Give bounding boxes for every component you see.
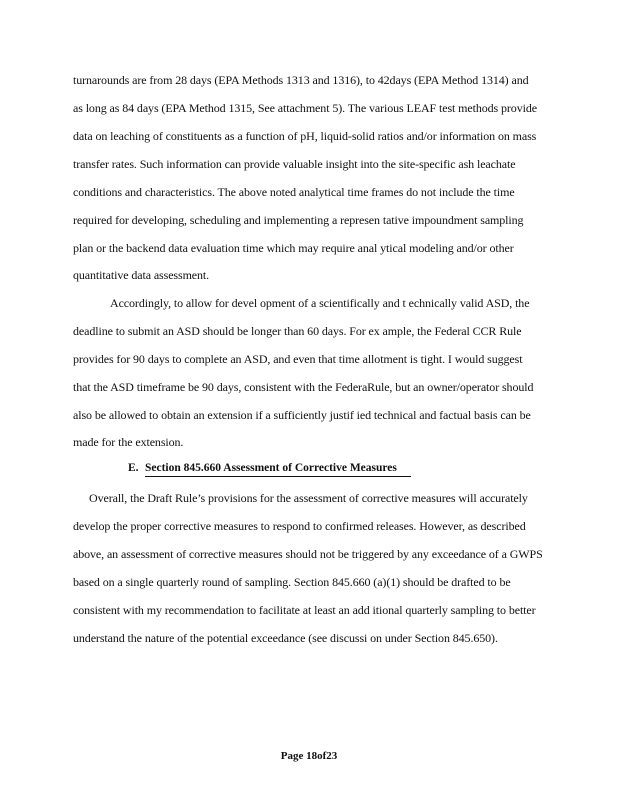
text-line: develop the proper corrective measures to respond to confirmed releases. However, as described [73, 519, 526, 533]
section-letter: E. [128, 462, 139, 474]
text-line: provides for 90 days to complete an ASD, and even that time allotment is tight. I would suggest [73, 352, 523, 366]
text-line: plan or the backend data evaluation time which may require anal ytical modeling and/or other [73, 241, 514, 255]
text-line: turnarounds are from 28 days (EPA Methods 1313 and 1316), to 42days (EPA Method 1314) and [73, 73, 529, 87]
text-line: quantitative data assessment. [73, 268, 210, 282]
text-line: deadline to submit an ASD should be longer than 60 days. For ex ample, the Federal CCR Rule [73, 324, 522, 338]
text-line: data on leaching of constituents as a function of pH, liquid-solid ratios and/or information on mass [73, 129, 537, 143]
text-line: also be allowed to obtain an extension if a sufficiently justif ied technical and factual basis can be [73, 408, 531, 422]
text-line: transfer rates. Such information can provide valuable insight into the site-specific ash leachate [73, 157, 516, 171]
text-line: as long as 84 days (EPA Method 1315, See attachment 5). The various LEAF test methods provide [73, 101, 537, 115]
text-line: required for developing, scheduling and implementing a represen tative impoundment sampling [73, 213, 524, 227]
text-line: conditions and characteristics. The above noted analytical time frames do not include the time [73, 185, 515, 199]
text-line: understand the nature of the potential exceedance (see discussi on under Section 845.650). [73, 631, 498, 645]
text-line: Accordingly, to allow for devel opment of a scientifically and t echnically valid ASD, the [110, 296, 530, 310]
text-line: consistent with my recommendation to facilitate at least an add itional quarterly sampling to better [73, 603, 536, 617]
footer-of-word: of [317, 750, 327, 762]
text-line: based on a single quarterly round of sampling. Section 845.660 (a)(1) should be drafted to be [73, 575, 511, 589]
page-footer [0, 749, 618, 763]
footer-page-number: 18 [306, 750, 318, 762]
footer-total-pages: 23 [326, 750, 338, 762]
text-line: Overall, the Draft Rule’s provisions for the assessment of corrective measures will accurately [89, 491, 528, 505]
section-title: Section 845.660 Assessment of Corrective Measures [145, 461, 411, 477]
text-line: that the ASD timeframe be 90 days, consistent with the FederaRule, but an owner/operator should [73, 380, 534, 394]
text-line: made for the extension. [73, 435, 184, 449]
text-line: above, an assessment of corrective measures should not be triggered by any exceedance of a GWPS [73, 547, 543, 561]
footer-page-word: Page [280, 750, 304, 762]
